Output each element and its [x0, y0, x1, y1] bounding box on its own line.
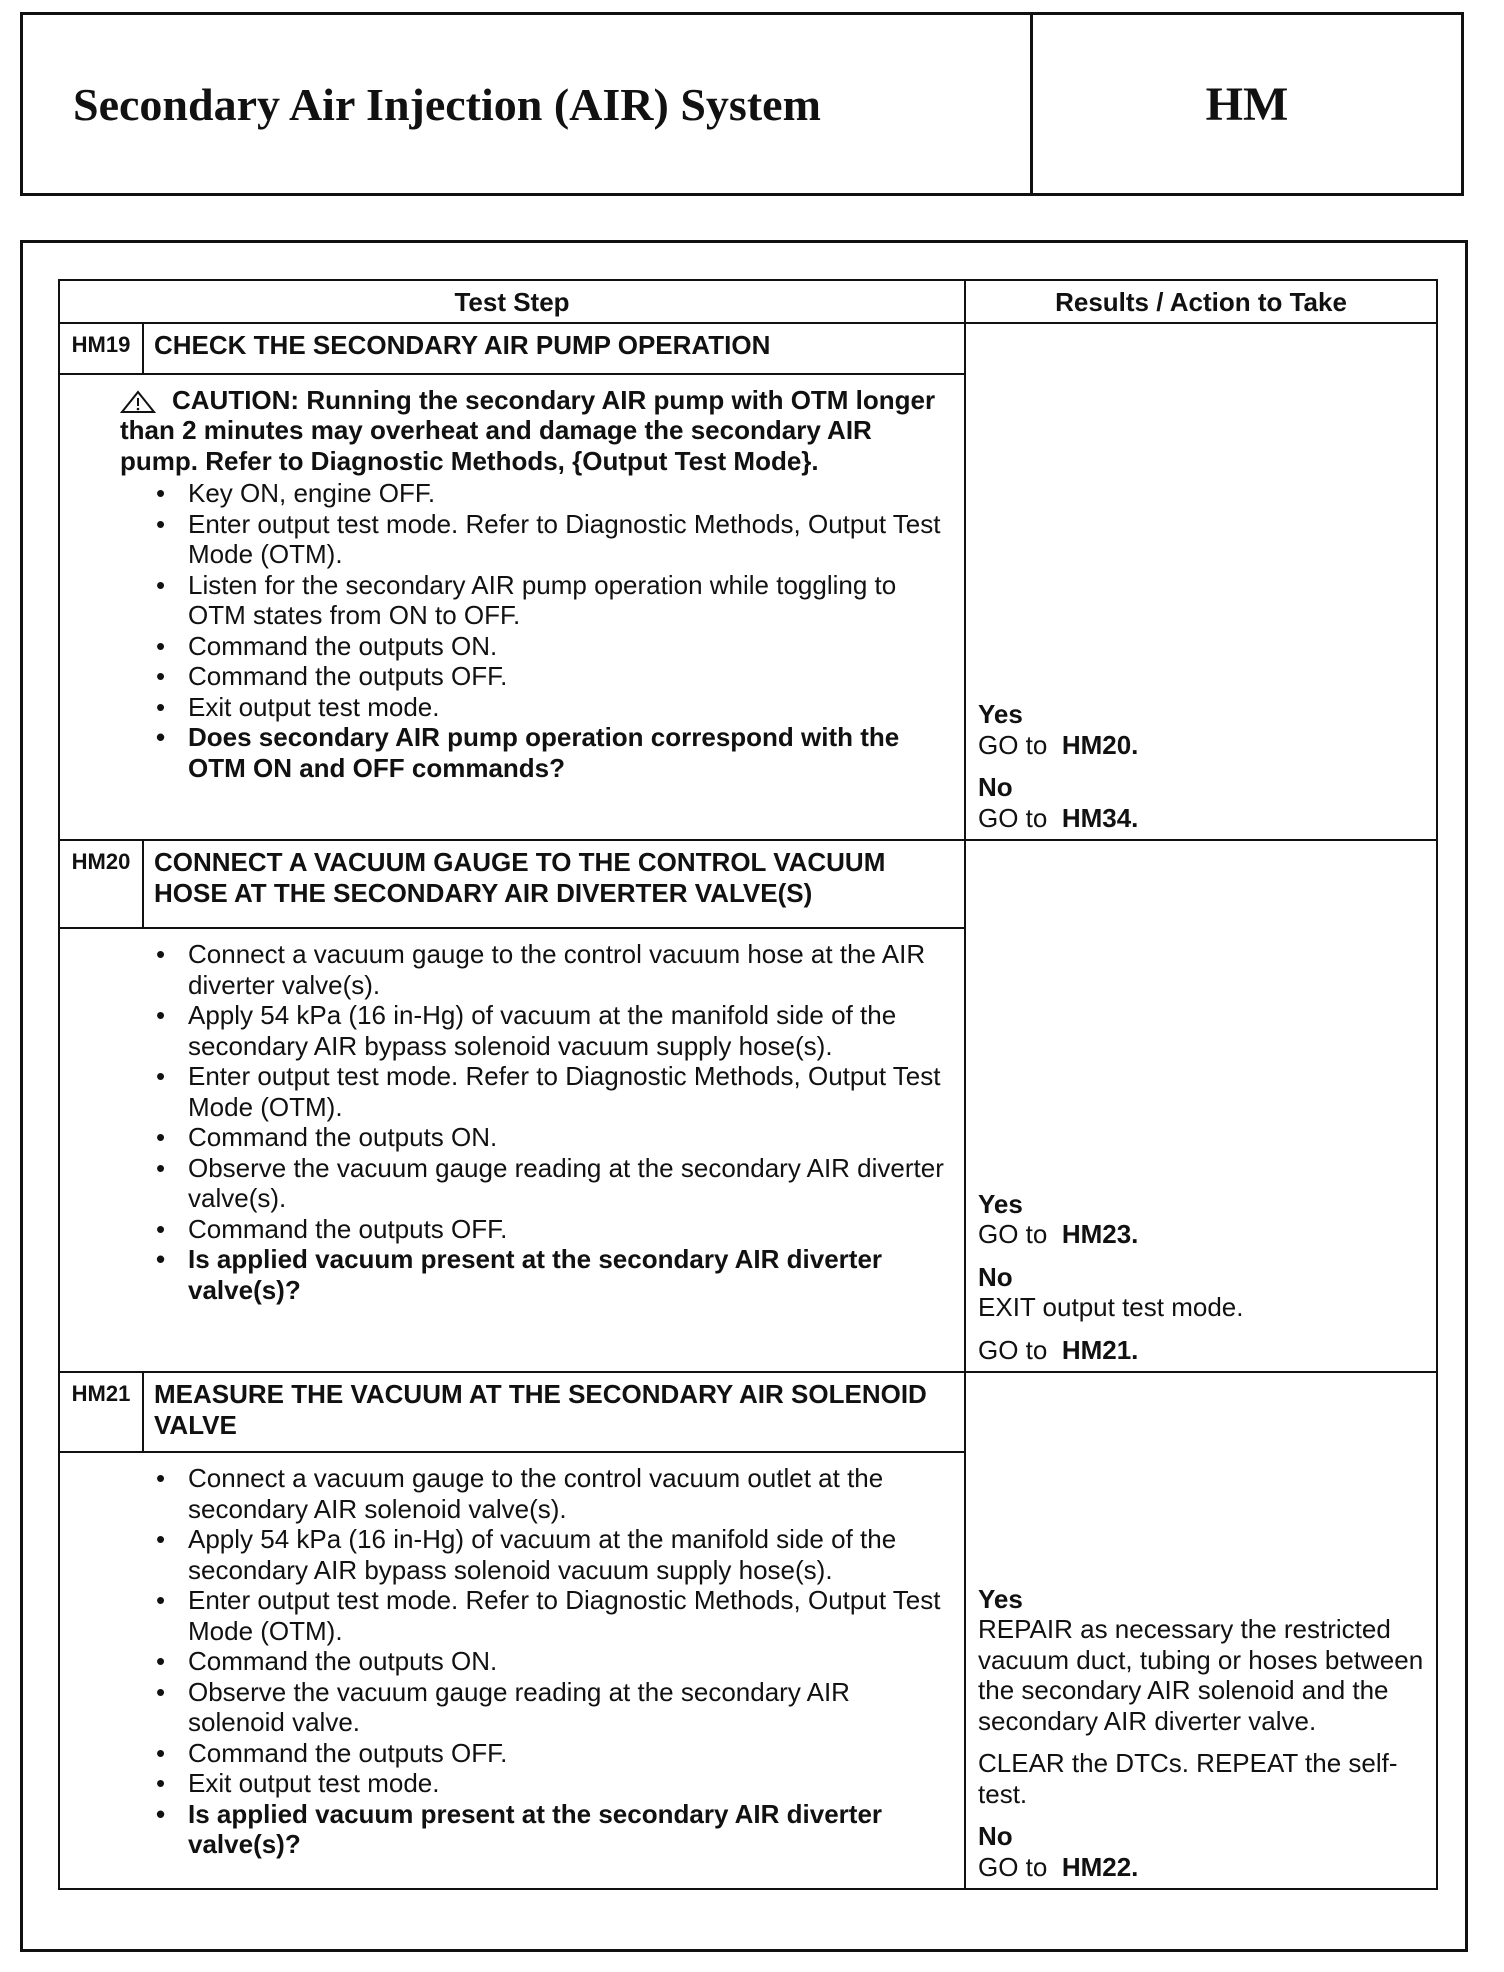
page-title: Secondary Air Injection (AIR) System	[23, 15, 1033, 193]
results-cell	[965, 1372, 1437, 1889]
results-cell	[965, 840, 1437, 1372]
table-header-row	[59, 280, 1437, 323]
list-item: • Exit output test mode.	[148, 1768, 946, 1799]
step-ref-link[interactable]: HM20.	[1061, 729, 1139, 760]
list-item: • Key ON, engine OFF.	[148, 478, 946, 509]
step-ref-link[interactable]: HM23.	[1061, 1219, 1139, 1249]
yes-label: Yes	[978, 699, 1023, 729]
list-item: • Connect a vacuum gauge to the control vacuum hose at the AIR diverter valve(s).	[148, 939, 946, 1000]
list-item: • Enter output test mode. Refer to Diagnostic Methods, Output Test Mode (OTM).	[148, 1585, 946, 1646]
step-title: MEASURE THE VACUUM AT THE SECONDARY AIR SOLENOID VALVE	[143, 1372, 965, 1452]
header-box	[20, 12, 1464, 196]
list-item: • Exit output test mode.	[148, 692, 946, 723]
step-title: CONNECT A VACUUM GAUGE TO THE CONTROL VACUUM HOSE AT THE SECONDARY AIR DIVERTER VALVE(S)	[143, 840, 965, 928]
list-item: • Command the outputs ON.	[148, 631, 946, 662]
list-item: • Command the outputs ON.	[148, 1646, 946, 1677]
results-cell	[965, 323, 1437, 840]
list-item: • Command the outputs OFF.	[148, 1738, 946, 1769]
step-ref-link[interactable]: HM22.	[1061, 1851, 1139, 1882]
no-label: No	[978, 772, 1013, 802]
content-frame	[20, 240, 1468, 1952]
diagnostic-table	[58, 279, 1438, 1890]
list-item: • Listen for the secondary AIR pump operation while toggling to OTM states from ON to OFF.	[148, 570, 946, 631]
step-body	[59, 1452, 965, 1889]
list-item: • Command the outputs ON.	[148, 1122, 946, 1153]
list-item: • Apply 54 kPa (16 in-Hg) of vacuum at the manifold side of the secondary AIR bypass solenoid vacuum supply hose(s).	[148, 1000, 946, 1061]
step-title-row	[59, 323, 1437, 374]
no-label: No	[978, 1261, 1013, 1292]
no-action: GO to HM22.	[978, 1851, 1139, 1882]
col-header-results: Results / Action to Take	[965, 280, 1437, 323]
yes-action: GO to HM20.	[978, 729, 1139, 760]
step-title-row	[59, 1372, 1437, 1452]
yes-label: Yes	[978, 1188, 1023, 1219]
yes-label: Yes	[978, 1583, 1023, 1614]
yes-action-text: REPAIR as necessary the restricted vacuum duct, tubing or hoses between the secondary AIR solenoid and the secondary AIR diverter valve.	[978, 1614, 1424, 1736]
warning-triangle-icon	[120, 390, 156, 414]
no-action: GO to HM21.	[978, 1334, 1139, 1365]
list-item: • Observe the vacuum gauge reading at the secondary AIR diverter valve(s).	[148, 1153, 946, 1214]
instruction-list	[148, 939, 946, 1305]
list-item: • Enter output test mode. Refer to Diagnostic Methods, Output Test Mode (OTM).	[148, 1061, 946, 1122]
step-title: CHECK THE SECONDARY AIR PUMP OPERATION	[143, 323, 965, 374]
step-title-row	[59, 840, 1437, 928]
list-item: • Apply 54 kPa (16 in-Hg) of vacuum at the manifold side of the secondary AIR bypass solenoid vacuum supply hose(s).	[148, 1524, 946, 1585]
step-id: HM20	[59, 840, 143, 928]
instruction-list	[148, 1463, 946, 1860]
no-action-text: EXIT output test mode.	[978, 1292, 1244, 1322]
step-ref-link[interactable]: HM21.	[1061, 1334, 1139, 1365]
yes-action: GO to HM23.	[978, 1219, 1139, 1249]
list-item: • Command the outputs OFF.	[148, 661, 946, 692]
step-body	[59, 374, 965, 840]
list-item: • Connect a vacuum gauge to the control vacuum outlet at the secondary AIR solenoid valve(s).	[148, 1463, 946, 1524]
no-action: GO to HM34.	[978, 802, 1139, 833]
list-item: • Enter output test mode. Refer to Diagnostic Methods, Output Test Mode (OTM).	[148, 509, 946, 570]
test-question: • Is applied vacuum present at the secondary AIR diverter valve(s)?	[148, 1799, 946, 1860]
test-question: • Is applied vacuum present at the secondary AIR diverter valve(s)?	[148, 1244, 946, 1305]
yes-action-text-2: CLEAR the DTCs. REPEAT the self-test.	[978, 1748, 1398, 1809]
list-item: • Observe the vacuum gauge reading at the secondary AIR solenoid valve.	[148, 1677, 946, 1738]
step-id: HM21	[59, 1372, 143, 1452]
step-id: HM19	[59, 323, 143, 374]
no-label: No	[978, 1821, 1013, 1851]
step-body	[59, 928, 965, 1372]
step-ref-link[interactable]: HM34.	[1061, 802, 1139, 833]
caution-note: CAUTION: Running the secondary AIR pump with OTM longer than 2 minutes may overheat and damage the secondary AIR pump. Refer to Diagnostic Methods, {Output Test Mode}.	[120, 384, 936, 476]
instruction-list	[148, 478, 946, 783]
list-item: • Command the outputs OFF.	[148, 1214, 946, 1245]
test-question: • Does secondary AIR pump operation correspond with the OTM ON and OFF commands?	[148, 722, 946, 783]
col-header-test-step: Test Step	[59, 280, 965, 323]
section-code: HM	[1205, 77, 1289, 131]
